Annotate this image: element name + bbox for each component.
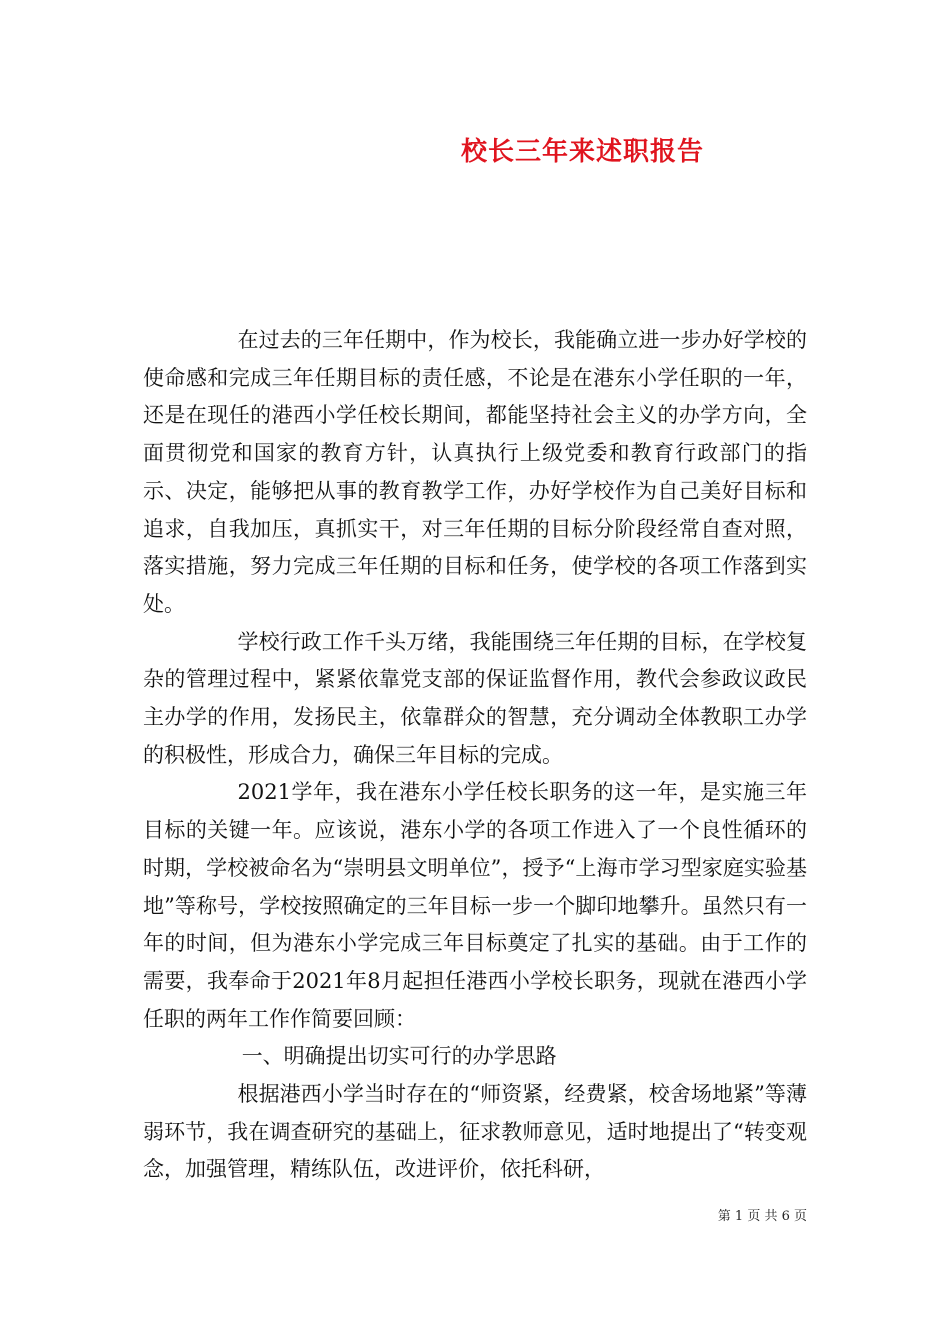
page-number: 第 1 页 共 6 页 [717,1209,807,1224]
paragraph-3: 2021学年，我在港东小学任校长职务的这一年，是实施三年目标的关键一年。应该说，港东小学的各项工作进入了一个良性循环的时期，学校被命名为“崇明县文明单位”，授予“上海市学习型家庭实验基地”等称号，学校按照确定的三年目标一步一个脚印地攀升。虽然只有一年的时间，但为港东小学完成三年目标奠定了扎实的基础。由于工作的需要，我奉命于2021年8月起担任港西小学校长职务，现就在港西小学任职的两年工作作简要回顾： [143,780,807,1031]
paragraph-1: 在过去的三年任期中，作为校长，我能确立进一步办好学校的使命感和完成三年任期目标的责任感，不论是在港东小学任职的一年，还是在现任的港西小学任校长期间，都能坚持社会主义的办学方向，全面贯彻党和国家的教育方针，认真执行上级党委和教育行政部门的指示、决定，能够把从事的教育教学工作，办好学校作为自己美好目标和追求，自我加压，真抓实干，对三年任期的目标分阶段经常自查对照，落实措施，努力完成三年任期的目标和任务，使学校的各项工作落到实处。 [143,328,807,616]
section-heading: 一、明确提出切实可行的办学思路 [241,1044,557,1069]
paragraph-4: 根据港西小学当时存在的“师资紧，经费紧，校舍场地紧”等薄弱环节，我在调查研究的基础上，征求教师意见，适时地提出了“转变观念，加强管理，精练队伍，改进评价，依托科研， [143,1082,807,1182]
paragraph-2: 学校行政工作千头万绪，我能围绕三年任期的目标，在学校复杂的管理过程中，紧紧依靠党支部的保证监督作用，教代会参政议政民主办学的作用，发扬民主，依靠群众的智慧，充分调动全体教职工办学的积极性，形成合力，确保三年目标的完成。 [143,629,807,767]
document-body [143,322,807,1189]
document-title: 校长三年来述职报告 [460,137,704,167]
